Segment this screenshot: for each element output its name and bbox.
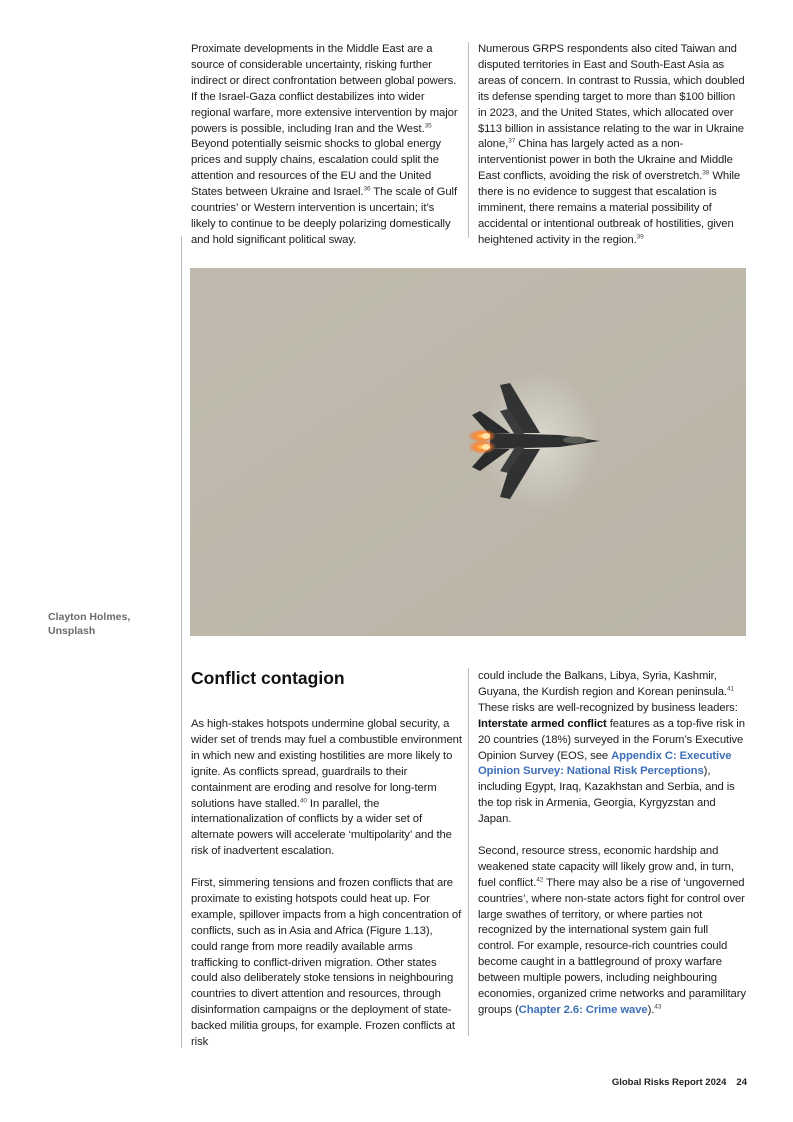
section-left-column (191, 717, 462, 1051)
top-left-paragraph: Proximate developments in the Middle East are a source of considerable uncertainty, risking further indirect or direct confrontation between global powers. If the Israel-Gaza conflict destabilizes into wider regional warfare, more extensive intervention by major powers is possible, including Iran and the West.$^{35}$ Beyond potentially seismic shocks to global energy prices and supply chains, escalation could split the attention and resources of the EU and the United States between Ukraine and Israel.$^{36}$ The scale of Gulf countries’ or Western intervention is uncertain; it’s likely to continue to be deeply polarizing domestically and hold significant political sway. (191, 43, 458, 246)
left-margin-rule (181, 236, 182, 1048)
section-heading: Conflict contagion (191, 668, 345, 688)
page-footer (612, 1077, 747, 1088)
section-left-paragraph-2: First, simmering tensions and frozen conflicts that are proximate to existing hotspots could heat up. For example, spillover impacts from a high concentration of conflicts, such as in Asia and Africa (Figure 1.13), could range from more readily available arms trafficking to conflict-driven migration. Other states could also deliberately stoke tensions in neighbouring countries to divert attention and resources, through disinformation campaigns or the deployment of state-backed militia groups, for example. Frozen conflicts at risk (191, 877, 462, 1049)
top-right-paragraph: Numerous GRPS respondents also cited Taiwan and disputed territories in East and South-East Asia as areas of concern. In contrast to Russia, which doubled its defense spending target to more than $100 billion in 2023, and the United States, which allocated over $113 billion in assistance relating to the war in Ukraine alone,$^{37}$ China has largely acted as a non-interventionist power in both the Ukraine and Middle East conflicts, avoiding the risk of overstretch.$^{38}$ While there is no evidence to suggest that escalation is imminent, there remains a material possibility of accidental or intentional outbreak of hostilities, given heightened activity in the region.$^{39}$ (478, 43, 745, 246)
fighter-jet-image (190, 268, 746, 636)
top-left-column (191, 42, 459, 249)
photo-credit: Clayton Holmes, Unsplash (48, 611, 131, 637)
section-left-paragraph-1: As high-stakes hotspots undermine global security, a wider set of trends may fuel a combustible environment in which new and existing hostilities are more likely to ignite. As conflicts spread, guardrails to their containment are eroding and resolve for long-term solutions have stalled.$^{40}$ In parallel, the internationalization of conflicts by a wider set of alternate powers will accelerate ‘multipolarity’ and the risk of inadvertent escalation. (191, 718, 462, 858)
section-right-column (478, 669, 746, 1019)
fighter-jet-photo (190, 268, 746, 636)
bottom-column-divider (468, 668, 469, 1036)
top-right-column (478, 42, 746, 249)
section-right-paragraph-1: could include the Balkans, Libya, Syria, Kashmir, Guyana, the Kurdish region and Korean peninsula.$^{41}$ These risks are well-recognized by business leaders: Interstate armed conflict features as a top-five risk in 20 countries (18%) surveyed in the Forum’s Executive Opinion Survey (EOS, see Appendix C: Executive Opinion Survey: National Risk Perceptions), including Egypt, Iraq, Kazakhstan and Serbia, and is the top risk in Armenia, Georgia, Kyrgyzstan and Japan. (478, 670, 745, 826)
report-title: Global Risks Report 2024 (611, 1077, 727, 1088)
top-column-divider (468, 42, 469, 238)
page-number: 24 (736, 1077, 747, 1088)
section-right-paragraph-2: Second, resource stress, economic hardship and weakened state capacity will likely grow and, in turn, fuel conflict.$^{42}$ There may also be a rise of ‘ungoverned countries’, where non-state actors fight for control over large swathes of territory, or where parties not recognized by the international system gain full control. For example, resource-rich countries could become caught in a battleground of proxy warfare between multiple powers, including neighbouring economies, organized crime networks and paramilitary groups (Chapter 2.6: Crime wave).$^{43}$ (478, 844, 746, 1017)
